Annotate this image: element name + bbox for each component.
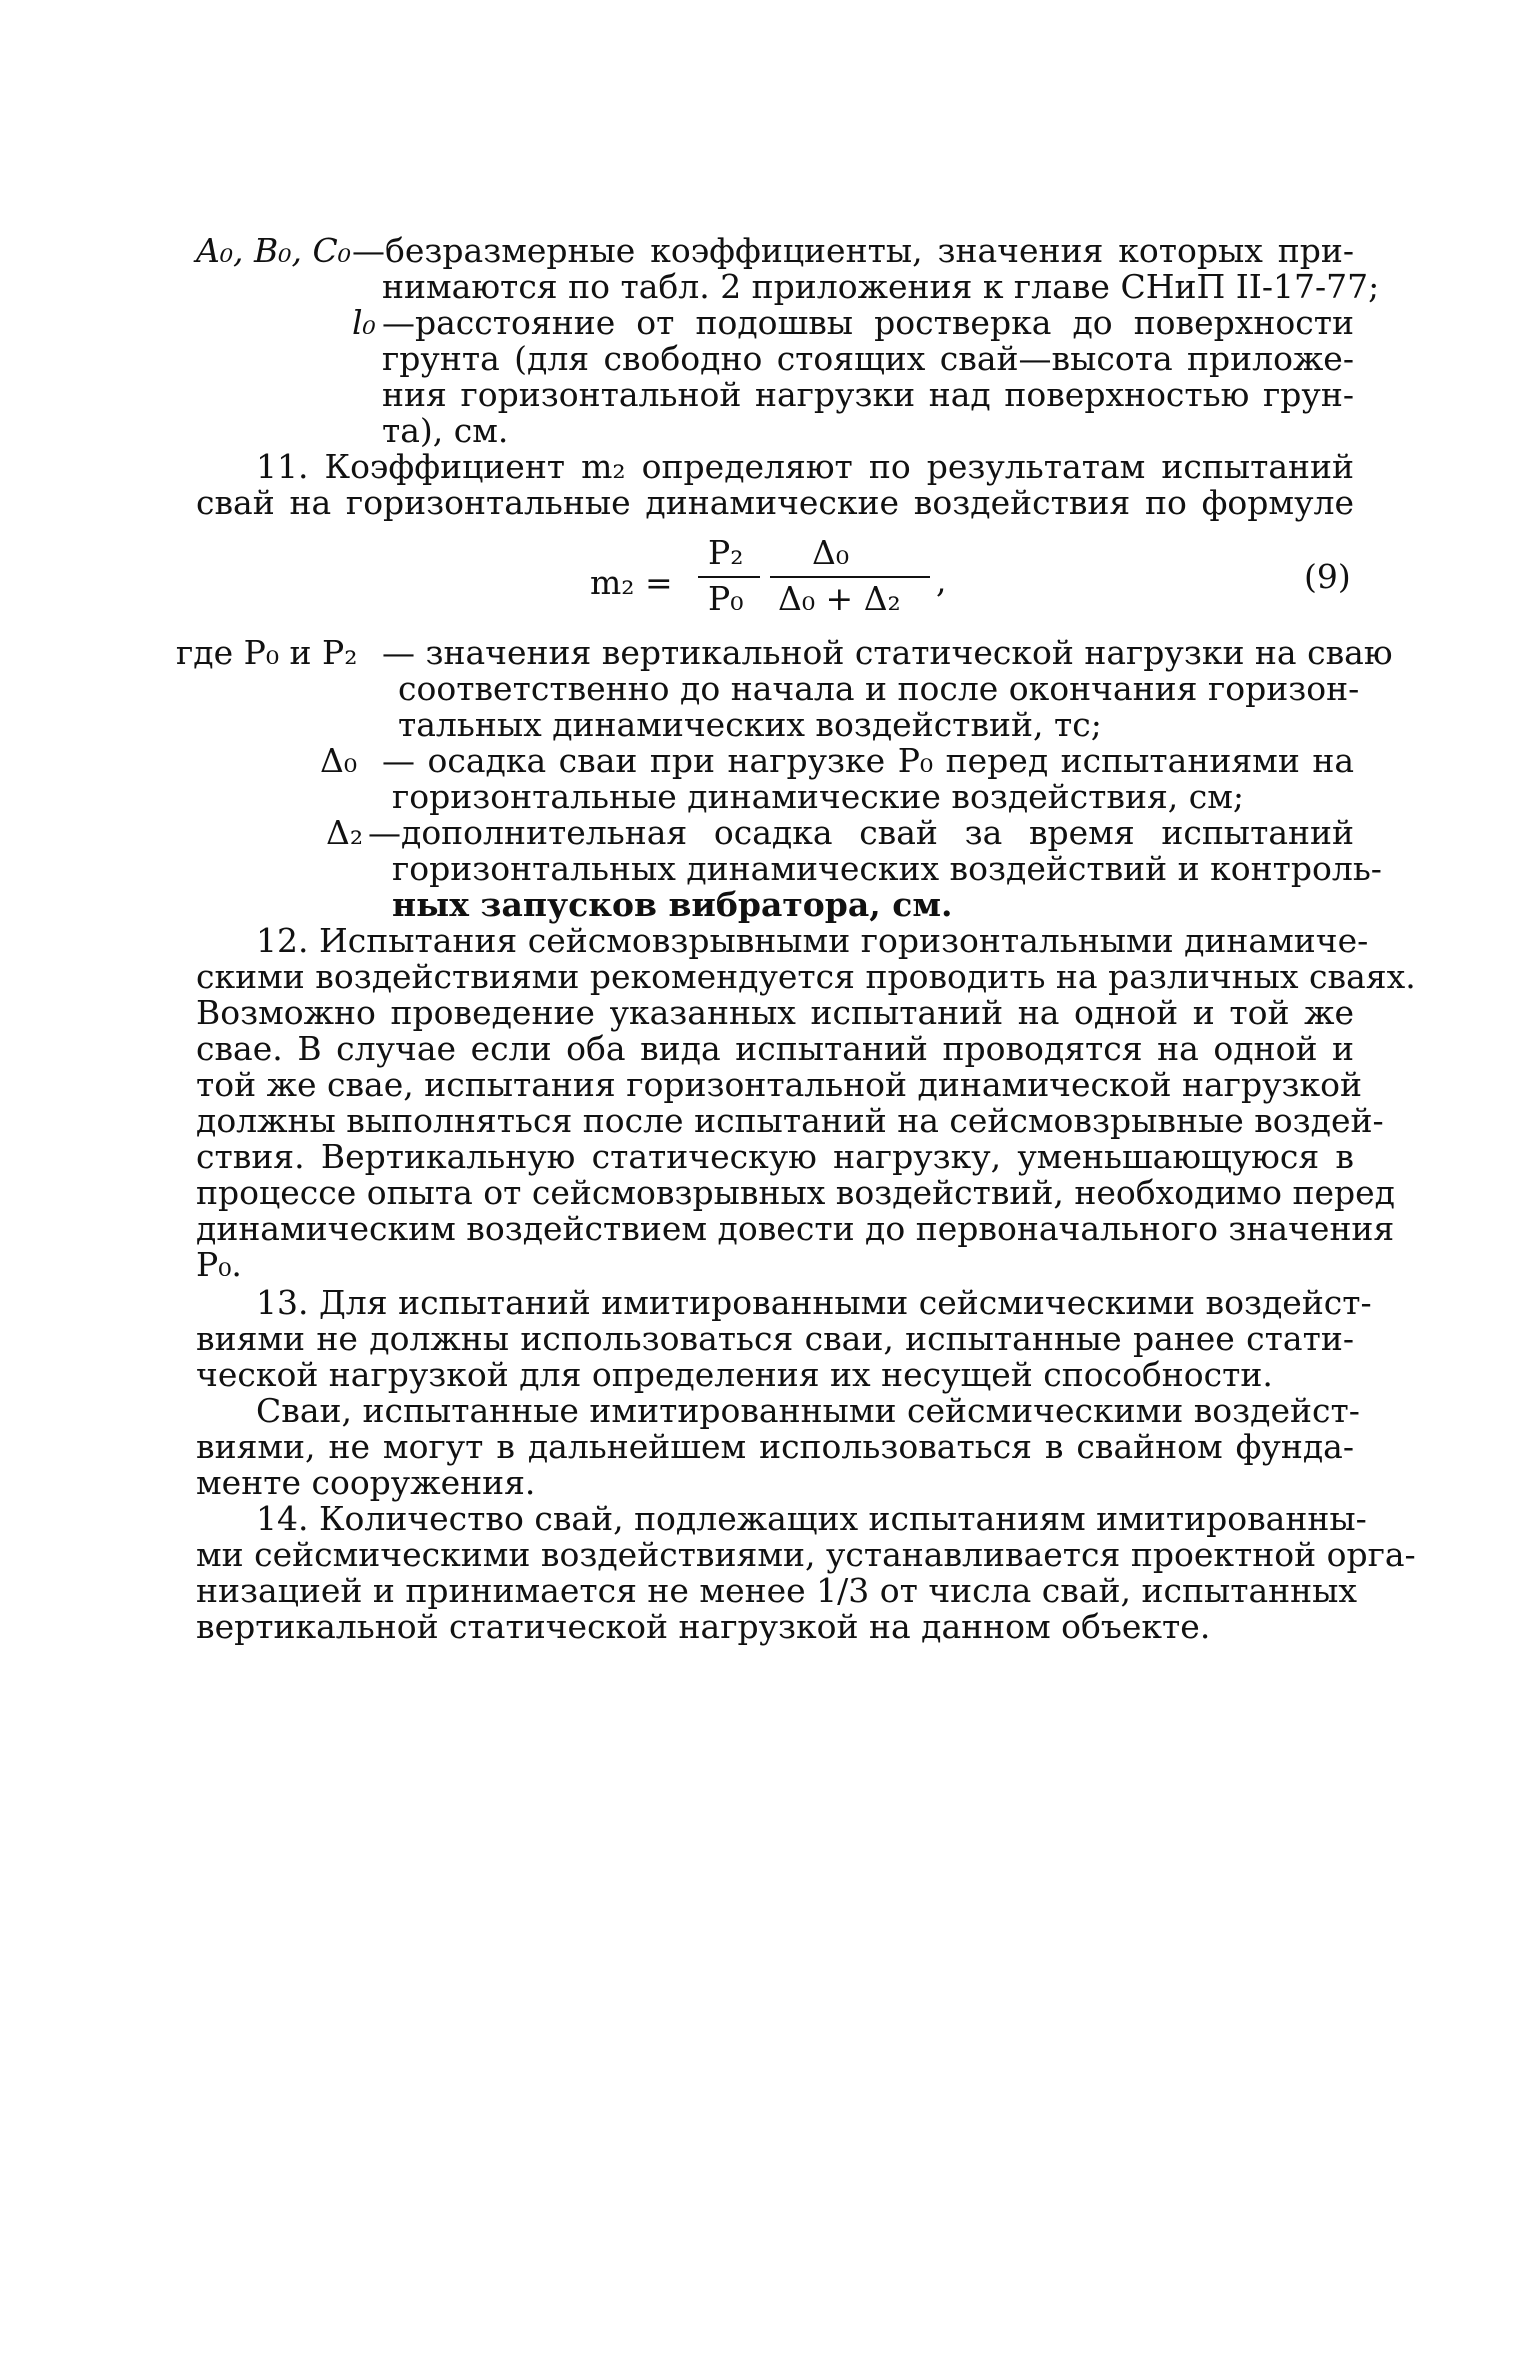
text-line: —безразмерные коэффициенты, значения которых при- — [352, 231, 1354, 270]
formula-denominator-2: Δ₀ + Δ₂ — [778, 579, 901, 618]
text-line: ных запусков вибратора, см. — [392, 885, 953, 924]
paragraph-13-line: ческой нагрузкой для определения их несущей способности. — [196, 1355, 1273, 1394]
paragraph-12-line: Возможно проведение указанных испытаний на одной и той же — [196, 993, 1354, 1032]
where-label: где P₀ и P₂ — [176, 633, 358, 672]
paragraph-12-line: той же свае, испытания горизонтальной динамической нагрузкой — [196, 1065, 1362, 1104]
fraction-bar-2 — [770, 576, 930, 578]
text-line: — значения вертикальной статической нагрузки на сваю — [382, 633, 1393, 672]
paragraph-13-line: 13. Для испытаний имитированными сейсмическими воздейст- — [256, 1283, 1372, 1322]
formula-numerator-2: Δ₀ — [812, 533, 850, 572]
text-line: та), см. — [382, 411, 509, 450]
def-symbol-abc: A₀, B₀, C₀ — [196, 231, 351, 270]
paragraph-12-line: динамическим воздействием довести до первоначального значения — [196, 1209, 1395, 1248]
text-line: тальных динамических воздействий, тс; — [398, 705, 1102, 744]
paragraph-12-line: ствия. Вертикальную статическую нагрузку, уменьшающуюся в — [196, 1137, 1354, 1176]
paragraph-13b-line: Сваи, испытанные имитированными сейсмическими воздейст- — [256, 1391, 1360, 1430]
text-line: ния горизонтальной нагрузки над поверхностью грун- — [382, 375, 1354, 414]
equation-number: (9) — [1304, 557, 1351, 596]
paragraph-13-line: виями не должны использоваться сваи, испытанные ранее стати- — [196, 1319, 1354, 1358]
paragraph-12-line: скими воздействиями рекомендуется проводить на различных сваях. — [196, 957, 1416, 996]
paragraph-14-line: вертикальной статической нагрузкой на данном объекте. — [196, 1607, 1211, 1646]
text-line: —дополнительная осадка свай за время испытаний — [368, 813, 1354, 852]
paragraph-11-line: свай на горизонтальные динамические воздействия по формуле — [196, 483, 1354, 522]
paragraph-12-line: процессе опыта от сейсмовзрывных воздействий, необходимо перед — [196, 1173, 1395, 1212]
paragraph-14-line: ми сейсмическими воздействиями, устанавливается проектной орга- — [196, 1535, 1416, 1574]
formula-lhs: m₂ = — [590, 563, 673, 602]
fraction-bar-1 — [698, 576, 760, 578]
text-line: грунта (для свободно стоящих свай—высота приложе- — [382, 339, 1354, 378]
formula-denominator-1: P₀ — [708, 579, 744, 618]
paragraph-13b-line: менте сооружения. — [196, 1463, 536, 1502]
text-line: нимаются по табл. 2 приложения к главе СНиП II-17-77; — [382, 267, 1380, 306]
paragraph-11-line: 11. Коэффициент m₂ определяют по результатам испытаний — [256, 447, 1354, 486]
def-symbol-delta2: Δ₂ — [326, 813, 364, 852]
paragraph-13b-line: виями, не могут в дальнейшем использоваться в свайном фунда- — [196, 1427, 1354, 1466]
formula-9 — [590, 533, 1010, 644]
paragraph-14-line: 14. Количество свай, подлежащих испытаниям имитированны- — [256, 1499, 1367, 1538]
paragraph-14-line: низацией и принимается не менее 1/3 от числа свай, испытанных — [196, 1571, 1358, 1610]
text-line: горизонтальные динамические воздействия, см; — [392, 777, 1245, 816]
text-line: горизонтальных динамических воздействий и контроль- — [392, 849, 1382, 888]
text-line: — осадка сваи при нагрузке P₀ перед испытаниями на — [382, 741, 1354, 780]
formula-comma: , — [936, 561, 947, 600]
text-line: —расстояние от подошвы ростверка до поверхности — [382, 303, 1354, 342]
def-symbol-delta0: Δ₀ — [320, 741, 358, 780]
paragraph-12-line: должны выполняться после испытаний на сейсмовзрывные воздей- — [196, 1101, 1384, 1140]
paragraph-12-line: P₀. — [196, 1245, 242, 1284]
paragraph-12-line: 12. Испытания сейсмовзрывными горизонтальными динамиче- — [256, 921, 1369, 960]
formula-numerator-1: P₂ — [708, 533, 744, 572]
paragraph-12-line: свае. В случае если оба вида испытаний проводятся на одной и — [196, 1029, 1354, 1068]
def-symbol-l0: l₀ — [352, 303, 376, 342]
text-line: соответственно до начала и после окончания горизон- — [398, 669, 1360, 708]
